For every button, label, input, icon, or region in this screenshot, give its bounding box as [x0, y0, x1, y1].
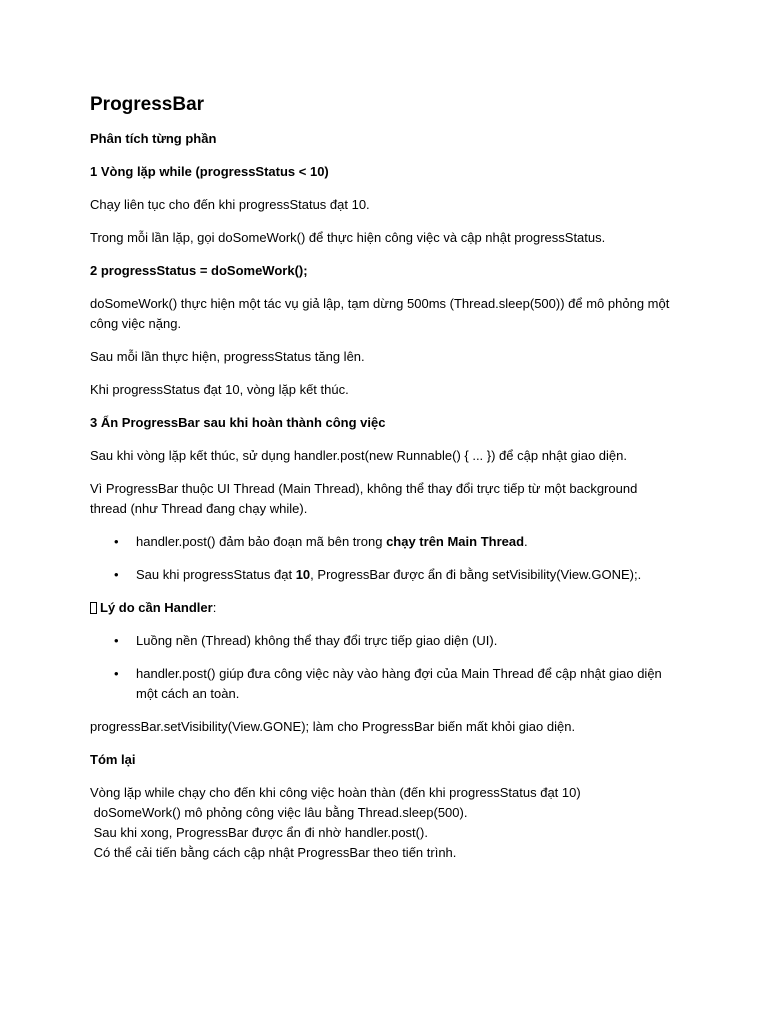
summary-line: Vòng lặp while chạy cho đến khi công việc hoàn thàn (đến khi progressStatus đạt 10)	[90, 785, 581, 800]
section-heading-summary: Tóm lại	[90, 752, 136, 767]
summary-line: Sau khi xong, ProgressBar được ẩn đi nhờ handler.post().	[90, 825, 428, 840]
paragraph: Khi progressStatus đạt 10, vòng lặp kết thúc.	[90, 382, 349, 397]
bullet-list	[90, 631, 670, 704]
list-item	[90, 532, 670, 552]
summary-line: Có thể cải tiến bằng cách cập nhật ProgressBar theo tiến trình.	[90, 845, 457, 860]
reason-heading	[90, 598, 670, 618]
list-item	[90, 631, 670, 651]
bullet-list	[90, 532, 670, 585]
bullet-icon: •	[114, 567, 119, 582]
list-item-text: handler.post() giúp đưa công việc này vào hàng đợi của Main Thread để cập nhật giao diện một cách an toàn.	[136, 666, 662, 701]
paragraph: progressBar.setVisibility(View.GONE); làm cho ProgressBar biến mất khỏi giao diện.	[90, 719, 576, 734]
paragraph: doSomeWork() thực hiện một tác vụ giả lập, tạm dừng 500ms (Thread.sleep(500)) để mô phỏng một công việc nặng.	[90, 296, 670, 331]
section-heading-while-loop: 1 Vòng lặp while (progressStatus < 10)	[90, 164, 329, 179]
section-heading-hide-progressbar: 3 Ẩn ProgressBar sau khi hoàn thành công việc	[90, 415, 386, 430]
paragraph: Sau khi vòng lặp kết thúc, sử dụng handler.post(new Runnable() { ... }) để cập nhật giao diện.	[90, 448, 627, 463]
list-item-text: handler.post() đảm bảo đoạn mã bên trong	[136, 534, 387, 549]
reason-colon: :	[212, 600, 217, 615]
list-item-bold-text: chạy trên Main Thread	[386, 534, 525, 549]
list-item	[90, 664, 670, 704]
paragraph: Chạy liên tục cho đến khi progressStatus đạt 10.	[90, 197, 370, 212]
section-heading-do-some-work: 2 progressStatus = doSomeWork();	[90, 263, 308, 278]
paragraph: Trong mỗi lần lặp, gọi doSomeWork() để thực hiện công việc và cập nhật progressStatus.	[90, 230, 606, 245]
bullet-icon: •	[114, 534, 119, 549]
list-item-bold-text: 10	[295, 567, 311, 582]
summary-line: doSomeWork() mô phỏng công việc lâu bằng Thread.sleep(500).	[90, 805, 468, 820]
list-item-text: Luồng nền (Thread) không thể thay đổi trực tiếp giao diện (UI).	[136, 633, 498, 648]
list-item-text: , ProgressBar được ẩn đi bằng setVisibility(View.GONE);.	[310, 567, 642, 582]
list-item-text: Sau khi progressStatus đạt	[136, 567, 296, 582]
list-item-text: .	[524, 534, 528, 549]
summary-block	[90, 783, 670, 863]
paragraph: Vì ProgressBar thuộc UI Thread (Main Thread), không thể thay đổi trực tiếp từ một background thread (như Thread đang chạy while).	[90, 481, 638, 516]
paragraph: Sau mỗi lần thực hiện, progressStatus tăng lên.	[90, 349, 365, 364]
bullet-icon: •	[114, 633, 119, 648]
bullet-icon: •	[114, 666, 119, 681]
reason-label: Lý do cần Handler	[100, 600, 213, 615]
missing-glyph-icon	[90, 602, 97, 614]
page-title: ProgressBar	[90, 94, 205, 115]
section-heading-analysis: Phân tích từng phần	[90, 131, 217, 146]
document-page	[90, 92, 670, 876]
list-item	[90, 565, 670, 585]
